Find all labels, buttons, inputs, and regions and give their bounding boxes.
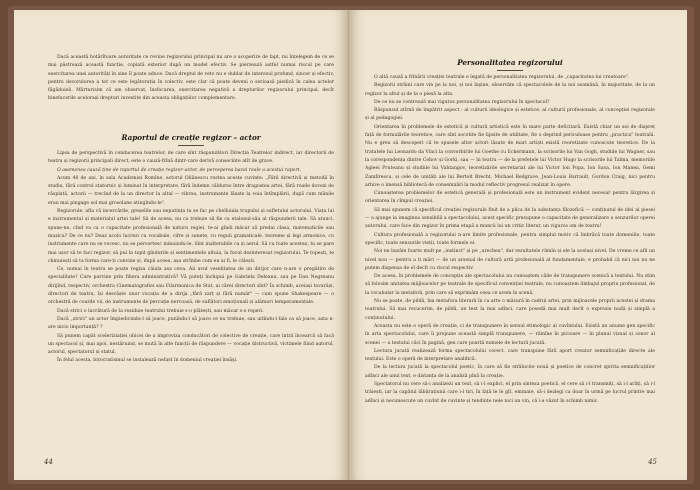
body-paragraph: Să punem capăt sceleriziației obicei de a improviza conducători de colective de creație, care intră încearcă să facă un spectacol și, mai apoi, nestăruind, se mută în alte funcții de răspundere — vocație distructivă, victimele fiind autorul, actorul, spectatorul și statul. [48,333,334,356]
right-page [349,10,687,480]
body-paragraph: O altă cauză a frînării creației teatrale e legată de personalitatea regizorului, de „capacitatea lui creatoare". [374,75,630,80]
page-number-left: 44 [44,458,53,466]
body-paragraph: Regizorule, afla că incercările, greșelile sau neputința ta se fac pe chelluiala trupului și sufletului actorului. Viața lui e instrumentul și materialul artei tale! Să de aceea, nu ca trebuie să fie ca etalonul-său al răspunderii tale. Să atunci, spune-ne, cînd va ca o capacitate profesională de natura regiei, te-ai gîndi măcar să predai clasa, matematicile sau muzica? De ce nu? Deaz acolo lucrezi cu vocabule, cifre și sunete, cu reguli gramaticale, teoreme și legi armonice, cu instrumente care nu se vocesc, nu se pervertesc minuindu-le. Sînt inalterabile ca și aerul. Să cu toate acestea, tu se pare mai ușor să te faci regizor, să pui la topit gîndurile și sentimentele altuia, la focul dezinteresat regizorului. Te topești, te chinuiești să ta forma care-ți convine și, după aceea, așa strîmbe cum eu ai fi, le câlești. [48,209,334,264]
intro-paragraph: Dacă această hotărîtoare autoritate ce revine regizorului principal nu are o acoperire de fapt, nu înțelegem de ce se mai păstrează această funcție, copiată exterior după un model efectiv. Se pierzează astfel numai riscul pe care exercitarea unei autorități în sine îl poate aduce. Dacă dreptul de veto nu e dublat de interesul profund, sincer și efectiv, pentru decorulorea a tot ce este legătorația în colectiv, este clar că poate deveni o serioasă piedică în calea actelor făgăduieli. Mărturisim că am observat, însfocarea, exercitarea negativă a drepturilor regizorului principal, decît binefacerile acelorași drepturi investite din aceasta obligațiilor complementare. [48,55,334,102]
body-paragraph: Orientarea în problemele de estetică și cultură artistică este în mare parte deficitară. Există chiar un soi de dispreț față de formulările teoretice, care sînt socotite fie lipsite de utilitate, fie o deprind periculoase pentru „practica" teatrală. Nu e greu să descoperi că te spusele altor actori lăsate de mari artiști există reoretizate cunoscute teoretice. De la tratatele lui Leonardo da Vinci la convorbirile lui Goethe cu Eckermann, la scrisorile lui Van Gogh, studiile lui Wagner, sau la corespondența dintre Cehov și Gorki, sau — în teatru — de la prefețele lui Victor Hugo la scrisorile lui Talma, memoriile Agleei Pruteanu și studiile lui Vahtangov, teoretizările secretariat ale lui Victor Ion Popa, Ion Sava, Ion Manea, Gemi Zamfirescu, și cele de unități ale lui Bertolt Brecht, Michael Redgrave, Jean-Louis Barrault, Gordon Craig, nici pentru arhive o imensă bibliotecă de consemnări la modul reflectiv progresul realizat în opere. [365,124,655,188]
body-paragraph: Noi ne bazăm foarte mult pe „instinct" și pe „urechea", dar rezultatele rămîn și ele la același nivel. De vreme ce afli un nivel nou — pentru a ti mări — de un arsenal de cultură artă profesională al fundamentale, e probabil că nici noi nu ne putem dispensa de el decît cu riscul respectiv. [365,249,655,271]
right-page-content [365,10,655,480]
body-paragraph: Cultura profesională a regizorului n-are limite profesionale, pentru simplul motiv că îmbrăcă toate domeniile, toate specific, toate sensurile vieții, toate formele ei. [365,232,655,246]
body-paragraph: Lectura jucată realizează forma spectacolului corect, care transpune fără aport creator semnificațiile directe ale textului. Este o operă de interpretare analitică. [365,348,655,363]
body-paragraph: Regizorii străini care vin pe la noi, și noi înșine, observăm că spectacolele de la noi seamănă, în majoritate, de la un regizor la altul și de la o piesă la alta. [365,83,655,97]
body-paragraph: Dacă „strici" un actor împiedicindu-l să joace, punîndu-l să joace ce nu trebuie, sau uitîndu-l fals ca să joace, asta n-are nicio importanță? ? [48,316,334,331]
body-paragraph: Răspunsul atîrnă de împătrit aspect : al culturii ideologice și estetice, al culturii profesionale, al concepției regizorale și al pedagogiei. [365,108,655,122]
open-book [8,6,694,484]
body-paragraph: De ce nu se contrează mai viguros personalitatea regizorului în spectacol? [374,99,550,105]
page-number-right: 45 [648,458,657,466]
left-page-content [48,10,334,480]
heading-divider [497,70,523,71]
body-paragraph: Aceasta nu este o operă de creație, ci de transpunere în sensul etimologic al cuvîntului. Există un anume gen specific în arta spectacolului, care îi propune această simplă transpunere, — rămîne în picioare — în planul vizual și sonor al scenei — a textului căci în pagină, gen care poartă numele de lectură jucată. [365,323,655,346]
body-paragraph: Spectatorul nu cere să-i analizezi un text, să i-l explici, el prin sinteza poetică, el cere să i-l transmiți, să i-l arăți, să i-l trăiești, iar la capătul lăbărațiunii care i-l tiri, în față le le gît, eminate, să-i dezlegi ca doar în urmă pe lucrul printre mai adînci și necunoscute un cuvînt de cuvinte și tendinte nele nici un vin, că i-a văzut în schimb nimic. [365,381,655,404]
left-page [14,10,349,480]
section-heading: Personalitatea regizorului [457,58,563,67]
body-paragraph: Dacă strici o lucrătură de la reziduie teatrului trebuie s-o plătești, sau măcar s-o reperi. [57,308,264,314]
body-paragraph: De aceea, în problemele de concepție ale spectacolului nu cunoaștem căile de transpunere scenică a textului. Nu știm să folosim unitatea miijloacelor pe teatrale de specificul convenției teatrale, nu cunoaștem limbajul propriu profesional, de la vocabular la metaforă, prin care să exprimăm ceea ce avem în scenă. [365,274,655,296]
body-paragraph: În felul acesta, birocratismul se instalează nefast în domeniul creației însăși. [57,358,238,364]
body-paragraph: Nu se poate, de pildă, îna metafora literară în ca arte o măsură în cadrul artei, prin mijloacele proprii acestei și drama teatrului. Să mai recucerim, de pildă, un text la mai adînci, care posedă mai mult decît o expresie nudă și simplă a conținutului. [365,299,655,321]
heading-divider [178,145,204,146]
body-paragraph: O asemenea cauză ține de raportul de creație regizor–actor, de perceperea bazei reale a acestui raport. [57,167,302,173]
body-paragraph: Cunoașterea problemelor de estetică generală și profesională este un instrument evident necesar pentru lărgirea și orientarea în cîmpul creației. [365,191,655,205]
body-paragraph: Lipsa de perspectivă în conducerea teatrelor, de care sînt răspunzători Direcția Teatrelor indirect, iar directorii de teatru și regizorii principali direct, este o cauză-frînă dintr-care derivă consecinte atît de grave. [48,151,334,165]
body-paragraph: Ce, numai în teatru se poate regiza căiala asa ceva. Aii avut veselitatea de un dirijor care n-are o pregătire de specialitate? Care parvine prin filiera administrativă? Vă puteți închipui pe Gabriela Deleanu, sau pe Dan Negreanu dirijînd, respectiv, orchestra Cinematografiei sau Filarmonica de Stat, ai cărei directori sînt? Îa schimb, aceiași tovarăși, directori de teatru, își desvăște unor vocația de a dirija „fără zarț și fără număr" — cum spune Shakespeare — o orchestră de coarde vii, de instrumente de percuție nervoasă, de suflători emoționali și alămuri temperamentale. [48,267,334,306]
body-paragraph: Să mai spunem că specificul creației regizorale finit de a plica de la substanța filozofică — conținutul de idei al piesei — a ajunge la imaginea sensibilă a spectacolului, acest specific presupune o capacitate de generalizare a senzurilor operei autorului, care face din regizor în prima etapă a muncii lui un critic literar, un viguros om de teatru! [365,207,655,230]
body-paragraph: De la lectura jucată la spectacolul poetic, în care să fie strălucite nouă și poetice de concret spirita semnificațiilor adînci ale unui text, e distanța de la analiză pînă la creație. [365,365,655,379]
section-heading: Raportul de creație regizor – actor [121,133,261,142]
body-paragraph: Acum 40 de ani, în sala Academiei Romîne, actorul Ollănescu rostea aceste cuvinte: „Fără directivă și metodă în studiu, fără control statornic și luminat în interpretare, fără îndemn călduros între dragostea artei, fără roade dovezi de răsplată, actorii — trecînd de la un director la altul — vibrau, instrumente lăsate la voia întîmplării, după cum mîinile erau mai pingage sol mai grosolane atingîndu-le". [48,175,334,206]
